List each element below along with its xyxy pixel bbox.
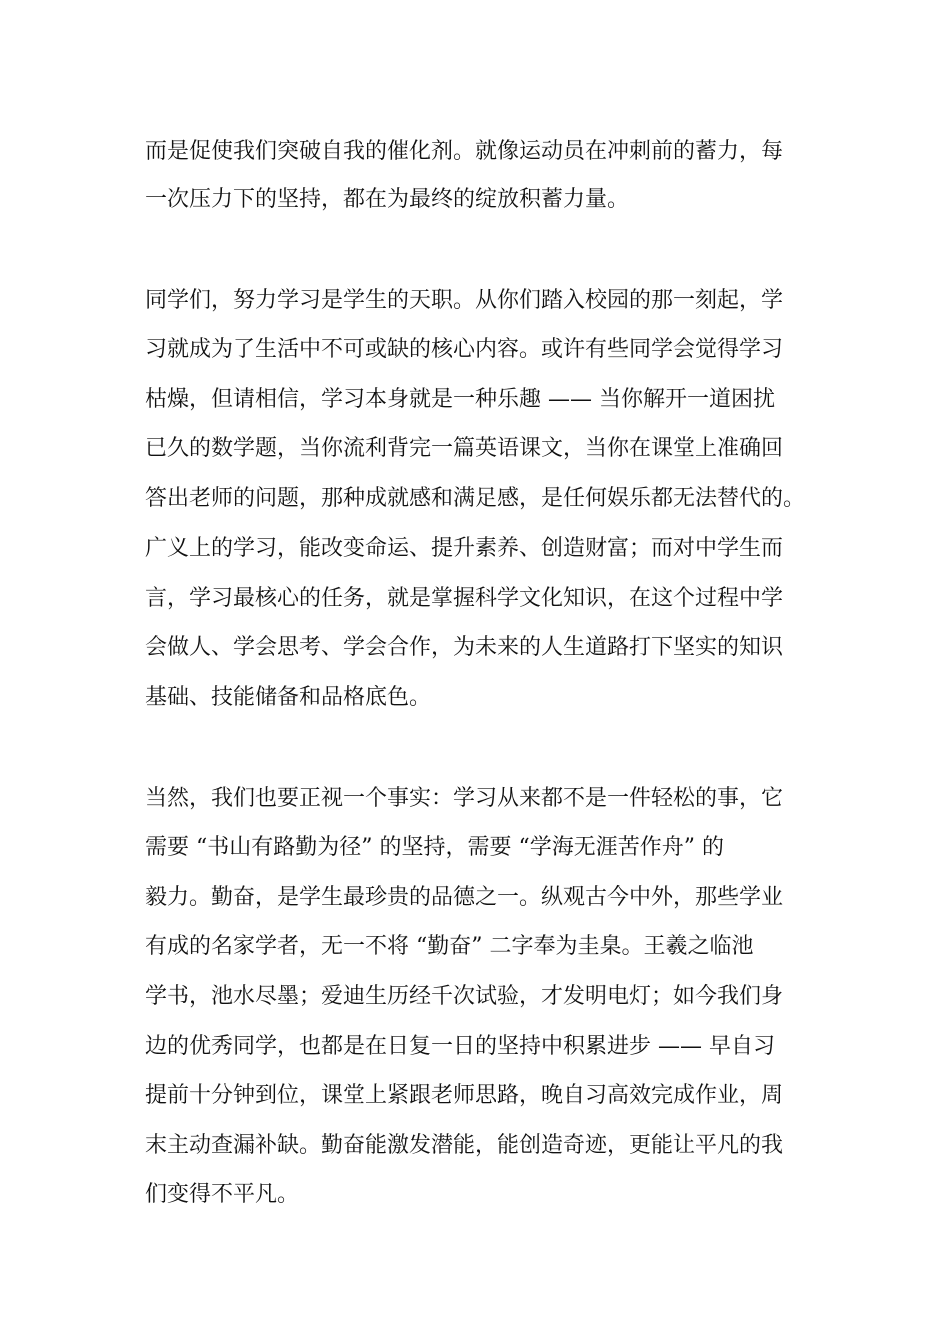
paragraph-2-line-1: 同学们，努力学习是学生的天职。从你们踏入校园的那一刻起，学 xyxy=(145,288,784,313)
paragraph-3-line-5: 学书，池水尽墨；爱迪生历经千次试验，才发明电灯；如今我们身 xyxy=(145,984,784,1009)
paragraph-2-line-9: 基础、技能储备和品格底色。 xyxy=(145,685,432,710)
paragraph-3-line-4: 有成的名家学者，无一不将 “勤奋” 二字奉为圭臬。王羲之临池 xyxy=(145,934,754,959)
paragraph-2-line-3: 枯燥，但请相信，学习本身就是一种乐趣 —— 当你解开一道困扰 xyxy=(145,387,775,412)
paragraph-2-line-4: 已久的数学题，当你流利背完一篇英语课文，当你在课堂上准确回 xyxy=(145,436,784,461)
paragraph-3-line-9: 们变得不平凡。 xyxy=(145,1182,300,1207)
paragraph-1-line-2: 一次压力下的坚持，都在为最终的绽放积蓄力量。 xyxy=(145,187,630,212)
paragraph-3-line-8: 末主动查漏补缺。勤奋能激发潜能，能创造奇迹，更能让平凡的我 xyxy=(145,1133,784,1158)
paragraph-3-line-2: 需要 “书山有路勤为径” 的坚持，需要 “学海无涯苦作舟” 的 xyxy=(145,835,724,860)
paragraph-3-line-7: 提前十分钟到位，课堂上紧跟老师思路，晚自习高效完成作业，周 xyxy=(145,1083,784,1108)
paragraph-3-line-3: 毅力。勤奋，是学生最珍贵的品德之一。纵观古今中外，那些学业 xyxy=(145,885,784,910)
paragraph-2-line-8: 会做人、学会思考、学会合作，为未来的人生道路打下坚实的知识 xyxy=(145,635,784,660)
paragraph-3-line-1: 当然，我们也要正视一个事实：学习从来都不是一件轻松的事，它 xyxy=(145,786,784,811)
paragraph-1-line-1: 而是促使我们突破自我的催化剂。就像运动员在冲刺前的蓄力，每 xyxy=(145,139,784,164)
paragraph-2-line-2: 习就成为了生活中不可或缺的核心内容。或许有些同学会觉得学习 xyxy=(145,337,784,362)
paragraph-2-line-7: 言，学习最核心的任务，就是掌握科学文化知识，在这个过程中学 xyxy=(145,586,784,611)
paragraph-2-line-5: 答出老师的问题，那种成就感和满足感，是任何娱乐都无法替代的。 xyxy=(145,486,806,511)
paragraph-3-line-6: 边的优秀同学，也都是在日复一日的坚持中积累进步 —— 早自习 xyxy=(145,1034,775,1059)
paragraph-2-line-6: 广义上的学习，能改变命运、提升素养、创造财富；而对中学生而 xyxy=(145,536,784,561)
